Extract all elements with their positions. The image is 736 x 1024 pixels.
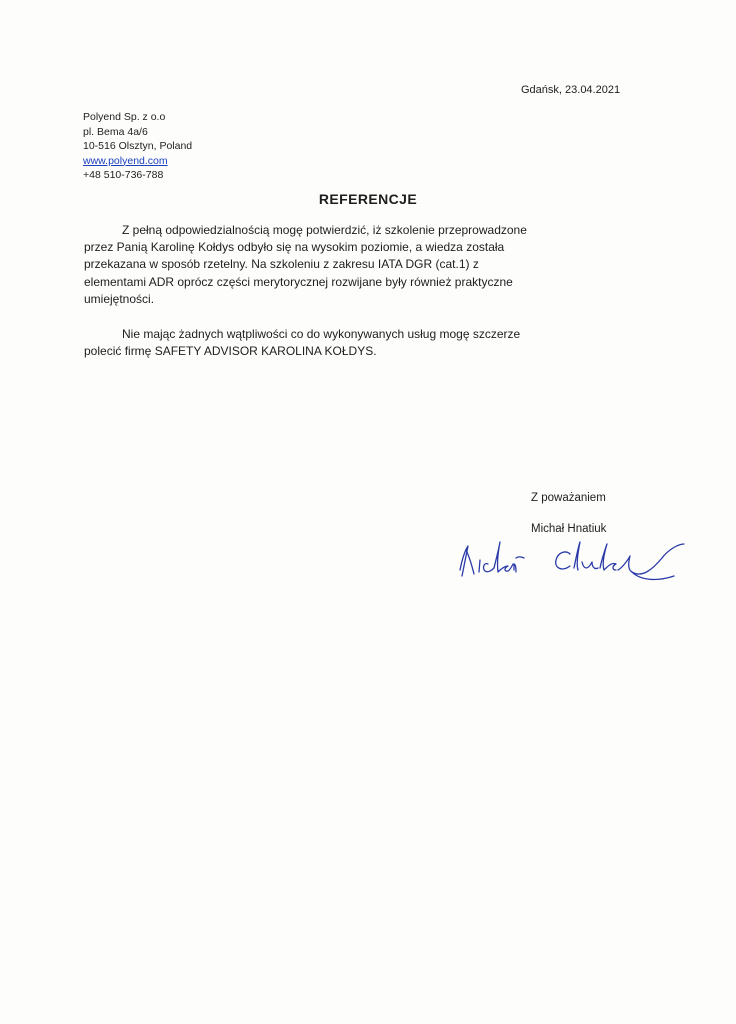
closing-salutation: Z poważaniem [531, 492, 606, 504]
sender-city: 10-516 Olsztyn, Poland [83, 140, 193, 153]
handwritten-signature [452, 530, 692, 592]
document-body [84, 222, 632, 378]
paragraph-1-line: Z pełną odpowiedzialnością mogę potwierdzić, iż szkolenie przeprowadzone [122, 223, 527, 237]
paragraph-2-line: polecić firmę SAFETY ADVISOR KAROLINA KOŁDYS. [84, 344, 377, 359]
signer-name: Michał Hnatiuk [531, 523, 607, 535]
paragraph-1-line: przekazana w sposób rzetelny. Na szkoleniu z zakresu IATA DGR (cat.1) z [84, 257, 479, 272]
paragraph-2 [84, 326, 632, 360]
paragraph-1-line: umiejętności. [84, 291, 155, 306]
sender-company: Polyend Sp. z o.o [83, 111, 166, 123]
paragraph-2-line: Nie mając żadnych wątpliwości co do wykonywanych usług mogę szczerze [122, 327, 521, 342]
sender-address-block [83, 110, 192, 183]
sender-website-link[interactable]: www.polyend.com [83, 154, 168, 167]
document-date: Gdańsk, 23.04.2021 [521, 84, 621, 96]
sender-street: pl. Bema 4a/6 [83, 125, 148, 138]
paragraph-1-line: przez Panią Karolinę Kołdys odbyło się na wysokim poziomie, a wiedza została [84, 240, 505, 255]
paragraph-1 [84, 222, 632, 308]
sender-phone: +48 510-736-788 [83, 169, 164, 182]
paragraph-1-line: elementami ADR oprócz części merytorycznej rozwijane były również praktyczne [84, 274, 513, 289]
document-title: REFERENCJE [318, 191, 418, 207]
